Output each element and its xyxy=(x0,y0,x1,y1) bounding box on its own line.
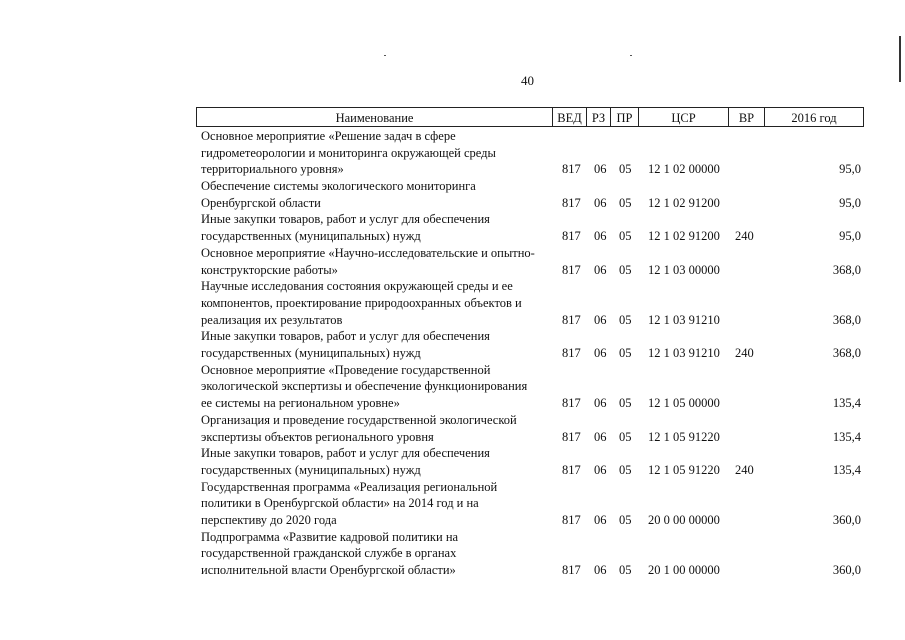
row-name-line: Иные закупки товаров, работ и услуг для обеспечения xyxy=(201,329,490,344)
cell-csr: 12 1 03 00000 xyxy=(648,262,720,277)
row-name xyxy=(201,278,551,328)
cell-csr: 12 1 05 91220 xyxy=(648,429,720,444)
cell-ved: 817 xyxy=(562,563,581,578)
table-row xyxy=(0,362,905,412)
cell-sum: 135,4 xyxy=(832,429,861,444)
table-row xyxy=(0,245,905,278)
header-name: Наименование xyxy=(335,111,414,125)
cell-rz: 06 xyxy=(594,162,607,177)
row-name-line: перспективу до 2020 года xyxy=(201,513,337,528)
cell-pr: 05 xyxy=(619,346,632,361)
cell-ved: 817 xyxy=(562,262,581,277)
cell-pr: 05 xyxy=(619,262,632,277)
header-vr: ВР xyxy=(728,108,764,126)
cell-sum: 95,0 xyxy=(839,229,861,244)
cell-vr: 240 xyxy=(735,229,754,244)
row-name-line: территориального уровня» xyxy=(201,162,344,177)
row-name-line: гидрометеорологии и мониторинга окружающей среды xyxy=(201,145,496,160)
row-name-line: экологической экспертизы и обеспечение функционирования xyxy=(201,379,528,394)
row-name-line: Организация и проведение государственной экологической xyxy=(201,412,517,427)
cell-csr: 12 1 02 91200 xyxy=(648,195,720,210)
cell-csr: 20 0 00 00000 xyxy=(648,513,720,528)
cell-rz: 06 xyxy=(594,195,607,210)
table-row xyxy=(0,211,905,244)
cell-rz: 06 xyxy=(594,229,607,244)
cell-ved: 817 xyxy=(562,162,581,177)
table-row xyxy=(0,128,905,178)
cell-pr: 05 xyxy=(619,513,632,528)
row-name-line: Обеспечение системы экологического мониторинга xyxy=(201,179,476,194)
row-name-line: Основное мероприятие «Решение задач в сфере xyxy=(201,129,456,143)
cell-sum: 95,0 xyxy=(839,162,861,177)
header-rz: РЗ xyxy=(586,108,610,126)
table-row xyxy=(0,479,905,529)
cell-ved: 817 xyxy=(562,396,581,411)
cell-sum: 135,4 xyxy=(832,396,861,411)
row-name-line: компонентов, проектирование природоохранных объектов и xyxy=(201,295,522,310)
header-ved: ВЕД xyxy=(552,108,586,126)
cell-pr: 05 xyxy=(619,563,632,578)
row-name-line: исполнительной власти Оренбургской области» xyxy=(201,563,456,578)
row-name-line: экспертизы объектов регионального уровня xyxy=(201,429,434,444)
cell-sum: 360,0 xyxy=(832,513,861,528)
header-csr: ЦСР xyxy=(638,108,728,126)
row-name-line: Основное мероприятие «Научно-исследовательские и опытно- xyxy=(201,245,535,260)
row-name xyxy=(201,328,551,361)
row-name-line: Иные закупки товаров, работ и услуг для обеспечения xyxy=(201,446,490,461)
scan-speck xyxy=(630,55,632,56)
row-name xyxy=(201,529,551,579)
cell-rz: 06 xyxy=(594,462,607,477)
cell-pr: 05 xyxy=(619,229,632,244)
cell-csr: 12 1 03 91210 xyxy=(648,312,720,327)
header-pr: ПР xyxy=(610,108,638,126)
row-name-line: государственной гражданской службе в органах xyxy=(201,546,457,561)
cell-ved: 817 xyxy=(562,312,581,327)
row-name-line: реализация их результатов xyxy=(201,312,343,327)
row-name xyxy=(201,245,551,278)
page-number: 40 xyxy=(521,73,534,88)
table-row xyxy=(0,412,905,445)
row-name-line: ее системы на региональном уровне» xyxy=(201,396,400,411)
cell-rz: 06 xyxy=(594,563,607,578)
cell-ved: 817 xyxy=(562,346,581,361)
cell-sum: 360,0 xyxy=(832,563,861,578)
row-name xyxy=(201,362,551,412)
row-name-line: политики в Оренбургской области» на 2014 год и на xyxy=(201,496,479,511)
cell-rz: 06 xyxy=(594,513,607,528)
cell-vr: 240 xyxy=(735,462,754,477)
row-name-line: Оренбургской области xyxy=(201,195,321,210)
cell-rz: 06 xyxy=(594,262,607,277)
cell-sum: 368,0 xyxy=(832,346,861,361)
cell-ved: 817 xyxy=(562,513,581,528)
row-name xyxy=(201,178,551,211)
row-name-line: Основное мероприятие «Проведение государственной xyxy=(201,362,491,377)
cell-pr: 05 xyxy=(619,429,632,444)
cell-ved: 817 xyxy=(562,429,581,444)
row-name-line: Научные исследования состояния окружающей среды и ее xyxy=(201,279,513,294)
cell-csr: 12 1 02 91200 xyxy=(648,229,720,244)
cell-pr: 05 xyxy=(619,162,632,177)
cell-sum: 368,0 xyxy=(832,262,861,277)
cell-rz: 06 xyxy=(594,396,607,411)
table-row xyxy=(0,178,905,211)
cell-ved: 817 xyxy=(562,195,581,210)
cell-rz: 06 xyxy=(594,312,607,327)
row-name xyxy=(201,128,551,178)
cell-pr: 05 xyxy=(619,195,632,210)
row-name xyxy=(201,412,551,445)
row-name-line: государственных (муниципальных) нужд xyxy=(201,462,421,477)
cell-sum: 135,4 xyxy=(832,462,861,477)
cell-csr: 12 1 03 91210 xyxy=(648,346,720,361)
cell-vr: 240 xyxy=(735,346,754,361)
table-row xyxy=(0,278,905,328)
header-year: 2016 год xyxy=(764,108,863,126)
table-row xyxy=(0,529,905,579)
row-name-line: Государственная программа «Реализация региональной xyxy=(201,479,498,494)
table-body xyxy=(0,128,905,579)
cell-csr: 20 1 00 00000 xyxy=(648,563,720,578)
row-name-line: Иные закупки товаров, работ и услуг для обеспечения xyxy=(201,212,490,227)
cell-ved: 817 xyxy=(562,462,581,477)
cell-sum: 368,0 xyxy=(832,312,861,327)
row-name xyxy=(201,445,551,478)
cell-csr: 12 1 05 91220 xyxy=(648,462,720,477)
scan-speck xyxy=(384,55,386,56)
table-row xyxy=(0,445,905,478)
cell-rz: 06 xyxy=(594,346,607,361)
row-name xyxy=(201,479,551,529)
cell-csr: 12 1 02 00000 xyxy=(648,162,720,177)
cell-sum: 95,0 xyxy=(839,195,861,210)
cell-rz: 06 xyxy=(594,429,607,444)
row-name-line: Подпрограмма «Развитие кадровой политики на xyxy=(201,529,459,544)
cell-pr: 05 xyxy=(619,462,632,477)
table-row xyxy=(0,328,905,361)
cell-pr: 05 xyxy=(619,396,632,411)
table-header xyxy=(196,107,864,127)
cell-ved: 817 xyxy=(562,229,581,244)
row-name-line: государственных (муниципальных) нужд xyxy=(201,346,421,361)
cell-csr: 12 1 05 00000 xyxy=(648,396,720,411)
cell-pr: 05 xyxy=(619,312,632,327)
row-name-line: конструкторские работы» xyxy=(201,262,338,277)
row-name-line: государственных (муниципальных) нужд xyxy=(201,229,421,244)
row-name xyxy=(201,211,551,244)
